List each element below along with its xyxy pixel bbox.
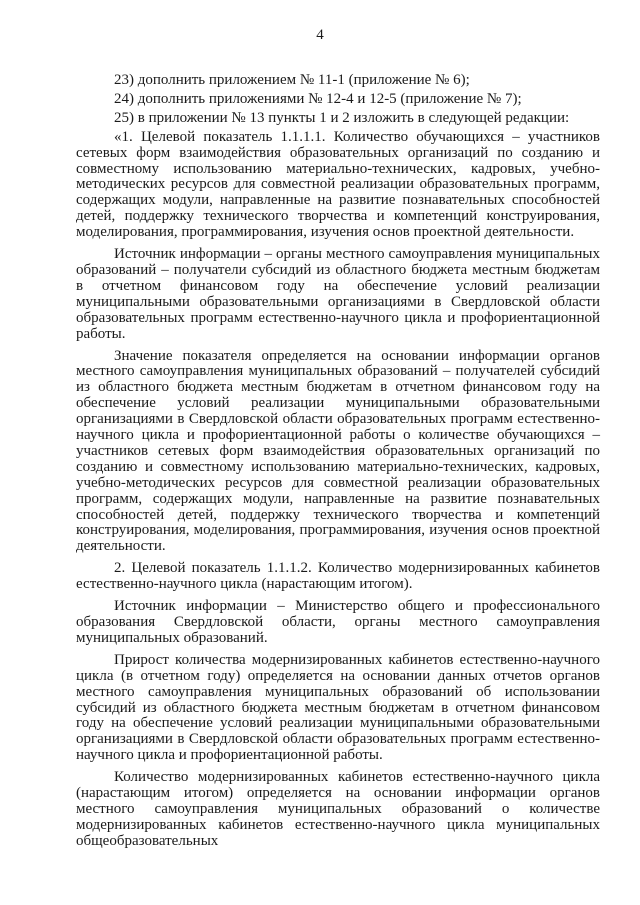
- indicator-2-growth-paragraph: Прирост количества модернизированных кабинетов естественно-научного цикла (в отчетном году) определяется на основании данных отчетов органов местного самоуправления муниципальных образований об использовании субсидий из областного бюджета местным бюджетам в отчетном финансовом году на обеспечение условий реализации муниципальными образовательными организациями в Свердловской области образовательных программ естественно-научного цикла и профориентационной работы.: [76, 651, 600, 764]
- indicator-1-paragraph: «1. Целевой показатель 1.1.1.1. Количество обучающихся – участников сетевых форм взаимодействия образовательных организаций по созданию и совместному использованию материально-технических, кадровых, учебно-методических ресурсов для совместной реализации образовательных программ, содержащих модули, направленные на развитие познавательных способностей детей, поддержку технического творчества и компетенций конструирования, моделирования, программирования, изучения основ проектной деятельности.: [76, 128, 600, 241]
- amendment-item-25: 25) в приложении № 13 пункты 1 и 2 изложить в следующей редакции:: [114, 109, 570, 126]
- indicator-2-count-paragraph: Количество модернизированных кабинетов естественно-научного цикла (нарастающим итогом) определяется на основании информации органов местного самоуправления муниципальных образований о количестве модернизированных кабинетов естественно-научного цикла муниципальных общеобразовательных: [76, 769, 600, 849]
- document-body: [76, 73, 600, 850]
- amendment-item-24: 24) дополнить приложениями № 12-4 и 12-5 (приложение № 7);: [114, 90, 522, 107]
- indicator-1-source-paragraph: Источник информации – органы местного самоуправления муниципальных образований – получатели субсидий из областного бюджета местным бюджетам в отчетном финансовом году на обеспечение условий реализации муниципальными образовательными организациями в Свердловской области образовательных программ естественно-научного цикла и профориентационной работы.: [76, 246, 600, 342]
- indicator-2-paragraph: 2. Целевой показатель 1.1.1.2. Количество модернизированных кабинетов естественно-научного цикла (нарастающим итогом).: [76, 560, 600, 593]
- amendment-item-23: 23) дополнить приложением № 11-1 (приложение № 6);: [114, 72, 470, 88]
- page-number: 4: [316, 27, 324, 43]
- indicator-1-value-paragraph: Значение показателя определяется на основании информации органов местного самоуправления муниципальных образований – получателей субсидий из областного бюджета местным бюджетам в отчетном финансовом году на обеспечение условий реализации муниципальными образовательными организациями в Свердловской области образовательных программ естественно-научного цикла и профориентационной работы о количестве обучающихся – участников сетевых форм взаимодействия образовательных организаций по созданию и совместному использованию материально-технических, кадровых, учебно-методических ресурсов для совместной реализации образовательных программ, содержащих модули, направленные на развитие познавательных способностей детей, поддержку технического творчества и компетенций конструирования, моделирования, программирования, изучения основ проектной деятельности.: [76, 347, 600, 555]
- indicator-2-source-paragraph: Источник информации – Министерство общего и профессионального образования Свердловской области, органы местного самоуправления муниципальных образований.: [76, 598, 600, 646]
